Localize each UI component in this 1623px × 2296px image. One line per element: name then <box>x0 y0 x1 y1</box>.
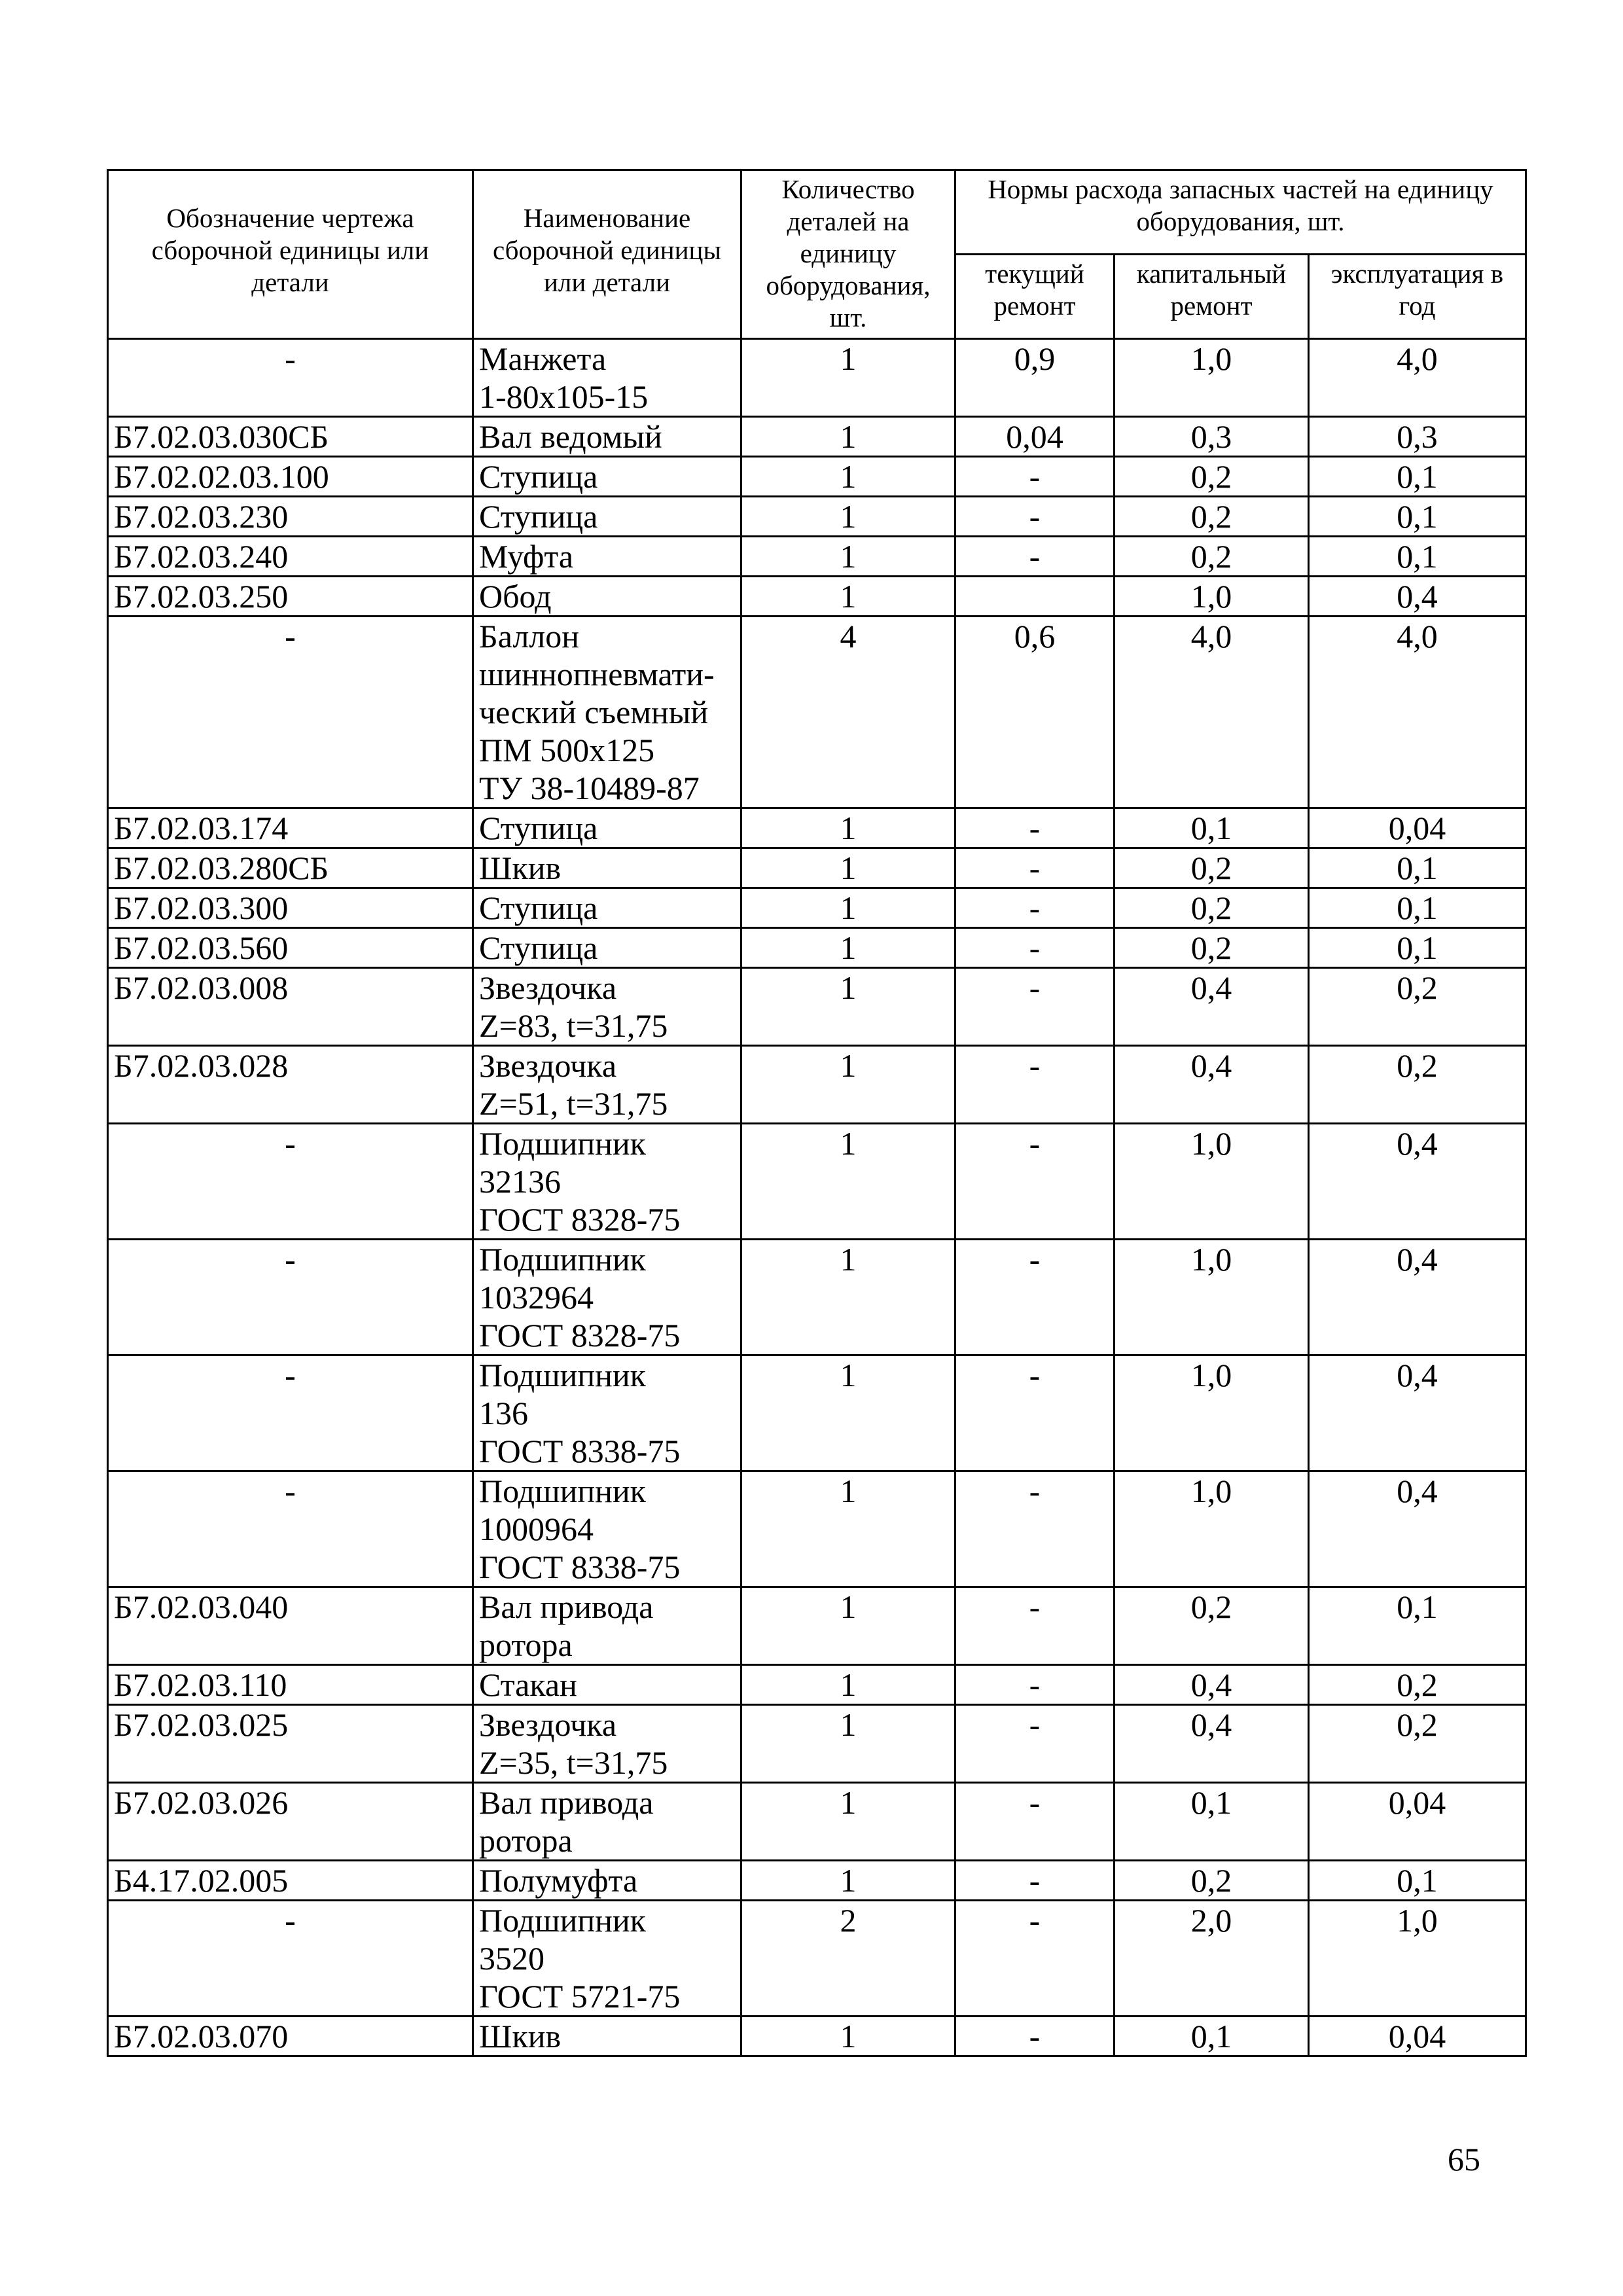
cell-current-repair: - <box>955 928 1115 968</box>
part-name-line: ГОСТ 5721-75 <box>479 1978 681 2015</box>
part-name-line: Ступица <box>479 458 598 495</box>
cell-part-name <box>473 417 741 457</box>
cell-current-repair: - <box>955 1240 1115 1355</box>
table-body <box>108 339 1526 2056</box>
cell-current-repair: - <box>955 1471 1115 1587</box>
part-name-line: Ступица <box>479 929 598 966</box>
cell-operation-per-year: 0,2 <box>1309 1665 1526 1705</box>
cell-quantity: 1 <box>741 537 955 577</box>
cell-quantity: 1 <box>741 1471 955 1587</box>
cell-capital-repair: 0,1 <box>1115 2017 1309 2056</box>
table-row <box>108 1901 1526 2017</box>
cell-part-name <box>473 1471 741 1587</box>
table-row <box>108 339 1526 417</box>
cell-current-repair: - <box>955 808 1115 848</box>
cell-capital-repair: 0,2 <box>1115 928 1309 968</box>
cell-capital-repair: 0,1 <box>1115 1783 1309 1861</box>
cell-operation-per-year: 0,1 <box>1309 537 1526 577</box>
part-name-line: ротора <box>479 1626 573 1663</box>
header-capital-repair: капитальный ремонт <box>1115 255 1309 339</box>
cell-drawing-code: Б7.02.03.008 <box>108 968 473 1046</box>
cell-operation-per-year: 0,1 <box>1309 1861 1526 1901</box>
cell-current-repair: - <box>955 1705 1115 1783</box>
part-name-line: Z=35, t=31,75 <box>479 1744 668 1781</box>
part-name-line: Муфта <box>479 538 574 575</box>
cell-part-name <box>473 1861 741 1901</box>
cell-current-repair: - <box>955 457 1115 497</box>
cell-drawing-code: Б7.02.03.110 <box>108 1665 473 1705</box>
cell-current-repair: - <box>955 968 1115 1046</box>
cell-drawing-code: Б7.02.03.025 <box>108 1705 473 1783</box>
cell-part-name <box>473 888 741 928</box>
cell-operation-per-year: 0,1 <box>1309 1587 1526 1665</box>
header-name: Наименование сборочной единицы или детали <box>473 170 741 339</box>
part-name-line: ГОСТ 8328-75 <box>479 1201 681 1238</box>
cell-quantity: 1 <box>741 1783 955 1861</box>
cell-drawing-code: Б7.02.03.030СБ <box>108 417 473 457</box>
cell-current-repair <box>955 577 1115 617</box>
cell-operation-per-year: 0,04 <box>1309 808 1526 848</box>
cell-drawing-code: - <box>108 1355 473 1471</box>
cell-capital-repair: 0,4 <box>1115 968 1309 1046</box>
table-row <box>108 1705 1526 1783</box>
cell-drawing-code: - <box>108 617 473 808</box>
table-row <box>108 968 1526 1046</box>
cell-capital-repair: 0,2 <box>1115 457 1309 497</box>
cell-part-name <box>473 2017 741 2056</box>
cell-part-name <box>473 928 741 968</box>
cell-capital-repair: 1,0 <box>1115 577 1309 617</box>
part-name-line: Подшипник <box>479 1357 646 1393</box>
cell-capital-repair: 0,2 <box>1115 497 1309 537</box>
cell-drawing-code: Б7.02.03.040 <box>108 1587 473 1665</box>
cell-current-repair: - <box>955 848 1115 888</box>
part-name-line: 1032964 <box>479 1279 594 1316</box>
cell-drawing-code: - <box>108 1471 473 1587</box>
part-name-line: ротора <box>479 1822 573 1859</box>
cell-operation-per-year: 4,0 <box>1309 339 1526 417</box>
part-name-line: Подшипник <box>479 1902 646 1939</box>
cell-operation-per-year: 0,1 <box>1309 928 1526 968</box>
part-name-line: ПМ 500х125 <box>479 732 655 768</box>
cell-quantity: 1 <box>741 417 955 457</box>
cell-quantity: 1 <box>741 1124 955 1240</box>
cell-drawing-code: Б7.02.03.280СБ <box>108 848 473 888</box>
cell-operation-per-year: 0,1 <box>1309 848 1526 888</box>
cell-quantity: 1 <box>741 577 955 617</box>
cell-capital-repair: 0,2 <box>1115 1861 1309 1901</box>
cell-quantity: 1 <box>741 2017 955 2056</box>
cell-part-name <box>473 1124 741 1240</box>
cell-current-repair: - <box>955 888 1115 928</box>
part-name-line: Шкив <box>479 2018 562 2054</box>
table-row <box>108 1124 1526 1240</box>
cell-capital-repair: 2,0 <box>1115 1901 1309 2017</box>
cell-operation-per-year: 0,1 <box>1309 888 1526 928</box>
cell-current-repair: - <box>955 1355 1115 1471</box>
cell-quantity: 1 <box>741 1705 955 1783</box>
cell-part-name <box>473 1046 741 1124</box>
cell-part-name <box>473 1783 741 1861</box>
part-name-line: Стакан <box>479 1666 577 1703</box>
part-name-line: Ступица <box>479 810 598 846</box>
table-row <box>108 497 1526 537</box>
cell-current-repair: - <box>955 1124 1115 1240</box>
cell-drawing-code: Б7.02.03.240 <box>108 537 473 577</box>
part-name-line: ческий съемный <box>479 694 709 730</box>
cell-capital-repair: 1,0 <box>1115 1124 1309 1240</box>
part-name-line: Z=51, t=31,75 <box>479 1085 668 1122</box>
table-row <box>108 1783 1526 1861</box>
part-name-line: Манжета <box>479 340 607 377</box>
cell-operation-per-year: 0,3 <box>1309 417 1526 457</box>
cell-drawing-code: Б7.02.03.070 <box>108 2017 473 2056</box>
cell-current-repair: - <box>955 1046 1115 1124</box>
cell-part-name <box>473 1665 741 1705</box>
cell-current-repair: - <box>955 497 1115 537</box>
part-name-line: 136 <box>479 1395 528 1431</box>
cell-part-name <box>473 1901 741 2017</box>
cell-capital-repair: 0,2 <box>1115 1587 1309 1665</box>
table-row <box>108 2017 1526 2056</box>
cell-capital-repair: 1,0 <box>1115 1240 1309 1355</box>
cell-quantity: 1 <box>741 928 955 968</box>
table-row <box>108 1471 1526 1587</box>
cell-capital-repair: 1,0 <box>1115 339 1309 417</box>
cell-drawing-code: - <box>108 1240 473 1355</box>
cell-drawing-code: Б7.02.03.026 <box>108 1783 473 1861</box>
cell-operation-per-year: 1,0 <box>1309 1901 1526 2017</box>
cell-current-repair: - <box>955 537 1115 577</box>
cell-drawing-code: - <box>108 1901 473 2017</box>
cell-operation-per-year: 0,1 <box>1309 457 1526 497</box>
header-quantity: Количество деталей на единицу оборудования, шт. <box>741 170 955 339</box>
cell-part-name <box>473 617 741 808</box>
part-name-line: Баллон <box>479 618 580 655</box>
cell-operation-per-year: 0,4 <box>1309 1124 1526 1240</box>
part-name-line: ГОСТ 8328-75 <box>479 1317 681 1354</box>
cell-drawing-code: Б7.02.02.03.100 <box>108 457 473 497</box>
part-name-line: ТУ 38-10489-87 <box>479 770 700 806</box>
table-row <box>108 1861 1526 1901</box>
cell-part-name <box>473 1355 741 1471</box>
part-name-line: Шкив <box>479 850 562 886</box>
part-name-line: Звездочка <box>479 1047 617 1084</box>
table-row <box>108 537 1526 577</box>
cell-drawing-code: Б7.02.03.028 <box>108 1046 473 1124</box>
cell-capital-repair: 0,4 <box>1115 1046 1309 1124</box>
cell-quantity: 1 <box>741 1861 955 1901</box>
cell-quantity: 1 <box>741 1665 955 1705</box>
cell-capital-repair: 1,0 <box>1115 1355 1309 1471</box>
header-drawing: Обозначение чертежа сборочной единицы или детали <box>108 170 473 339</box>
cell-capital-repair: 0,2 <box>1115 888 1309 928</box>
cell-operation-per-year: 0,2 <box>1309 1705 1526 1783</box>
cell-part-name <box>473 968 741 1046</box>
cell-capital-repair: 0,3 <box>1115 417 1309 457</box>
table-row <box>108 808 1526 848</box>
cell-drawing-code: - <box>108 1124 473 1240</box>
cell-operation-per-year: 0,04 <box>1309 1783 1526 1861</box>
cell-current-repair: - <box>955 1587 1115 1665</box>
part-name-line: ГОСТ 8338-75 <box>479 1433 681 1469</box>
cell-capital-repair: 1,0 <box>1115 1471 1309 1587</box>
cell-current-repair: - <box>955 1783 1115 1861</box>
cell-current-repair: - <box>955 2017 1115 2056</box>
cell-quantity: 2 <box>741 1901 955 2017</box>
cell-part-name <box>473 848 741 888</box>
cell-part-name <box>473 497 741 537</box>
cell-quantity: 1 <box>741 888 955 928</box>
cell-operation-per-year: 0,4 <box>1309 1240 1526 1355</box>
cell-quantity: 4 <box>741 617 955 808</box>
cell-quantity: 1 <box>741 1355 955 1471</box>
cell-operation-per-year: 0,1 <box>1309 497 1526 537</box>
cell-drawing-code: Б7.02.03.250 <box>108 577 473 617</box>
cell-quantity: 1 <box>741 1240 955 1355</box>
part-name-line: ГОСТ 8338-75 <box>479 1549 681 1585</box>
cell-operation-per-year: 0,04 <box>1309 2017 1526 2056</box>
cell-part-name <box>473 1705 741 1783</box>
cell-quantity: 1 <box>741 848 955 888</box>
cell-operation-per-year: 0,2 <box>1309 968 1526 1046</box>
part-name-line: Подшипник <box>479 1241 646 1278</box>
cell-drawing-code: Б4.17.02.005 <box>108 1861 473 1901</box>
table-row <box>108 457 1526 497</box>
part-name-line: Вал ведомый <box>479 418 662 455</box>
cell-capital-repair: 0,2 <box>1115 848 1309 888</box>
cell-drawing-code: Б7.02.03.300 <box>108 888 473 928</box>
part-name-line: Звездочка <box>479 1706 617 1743</box>
part-name-line: шиннопневмати- <box>479 656 715 692</box>
header-norms-group: Нормы расхода запасных частей на единицу оборудования, шт. <box>955 170 1526 255</box>
part-name-line: Полумуфта <box>479 1862 638 1899</box>
part-name-line: Подшипник <box>479 1473 646 1509</box>
cell-drawing-code: - <box>108 339 473 417</box>
cell-part-name <box>473 339 741 417</box>
cell-capital-repair: 0,2 <box>1115 537 1309 577</box>
cell-operation-per-year: 0,4 <box>1309 1355 1526 1471</box>
cell-current-repair: 0,6 <box>955 617 1115 808</box>
table-row <box>108 417 1526 457</box>
cell-part-name <box>473 457 741 497</box>
part-name-line: 3520 <box>479 1940 544 1977</box>
table-row <box>108 888 1526 928</box>
cell-drawing-code: Б7.02.03.560 <box>108 928 473 968</box>
cell-current-repair: 0,9 <box>955 339 1115 417</box>
cell-capital-repair: 0,4 <box>1115 1705 1309 1783</box>
part-name-line: Обод <box>479 578 552 615</box>
part-name-line: Вал привода <box>479 1784 654 1821</box>
cell-operation-per-year: 0,2 <box>1309 1046 1526 1124</box>
cell-part-name <box>473 1587 741 1665</box>
part-name-line: Подшипник <box>479 1125 646 1162</box>
table-row <box>108 1046 1526 1124</box>
cell-quantity: 1 <box>741 457 955 497</box>
part-name-line: Ступица <box>479 498 598 535</box>
cell-quantity: 1 <box>741 497 955 537</box>
cell-quantity: 1 <box>741 968 955 1046</box>
part-name-line: 32136 <box>479 1163 561 1200</box>
cell-operation-per-year: 0,4 <box>1309 577 1526 617</box>
cell-part-name <box>473 577 741 617</box>
cell-part-name <box>473 808 741 848</box>
cell-quantity: 1 <box>741 1587 955 1665</box>
part-name-line: Звездочка <box>479 969 617 1006</box>
part-name-line: Z=83, t=31,75 <box>479 1007 668 1044</box>
cell-current-repair: - <box>955 1861 1115 1901</box>
header-current-repair: текущий ремонт <box>955 255 1115 339</box>
cell-drawing-code: Б7.02.03.230 <box>108 497 473 537</box>
table-row <box>108 928 1526 968</box>
part-name-line: 1-80х105-15 <box>479 378 649 415</box>
table-row <box>108 1665 1526 1705</box>
cell-part-name <box>473 1240 741 1355</box>
table-row <box>108 1240 1526 1355</box>
part-name-line: Ступица <box>479 889 598 926</box>
table-row <box>108 848 1526 888</box>
cell-current-repair: - <box>955 1901 1115 2017</box>
cell-quantity: 1 <box>741 339 955 417</box>
header-operation-per-year: эксплуатация в год <box>1309 255 1526 339</box>
table-row <box>108 1355 1526 1471</box>
table-row <box>108 617 1526 808</box>
spare-parts-table <box>107 169 1527 2057</box>
cell-part-name <box>473 537 741 577</box>
cell-operation-per-year: 0,4 <box>1309 1471 1526 1587</box>
part-name-line: Вал привода <box>479 1588 654 1625</box>
cell-operation-per-year: 4,0 <box>1309 617 1526 808</box>
cell-capital-repair: 0,4 <box>1115 1665 1309 1705</box>
cell-drawing-code: Б7.02.03.174 <box>108 808 473 848</box>
cell-quantity: 1 <box>741 1046 955 1124</box>
cell-current-repair: 0,04 <box>955 417 1115 457</box>
part-name-line: 1000964 <box>479 1511 594 1547</box>
cell-capital-repair: 4,0 <box>1115 617 1309 808</box>
table-row <box>108 577 1526 617</box>
cell-quantity: 1 <box>741 808 955 848</box>
cell-current-repair: - <box>955 1665 1115 1705</box>
page-number: 65 <box>1448 2141 1480 2178</box>
cell-capital-repair: 0,1 <box>1115 808 1309 848</box>
table-row <box>108 1587 1526 1665</box>
